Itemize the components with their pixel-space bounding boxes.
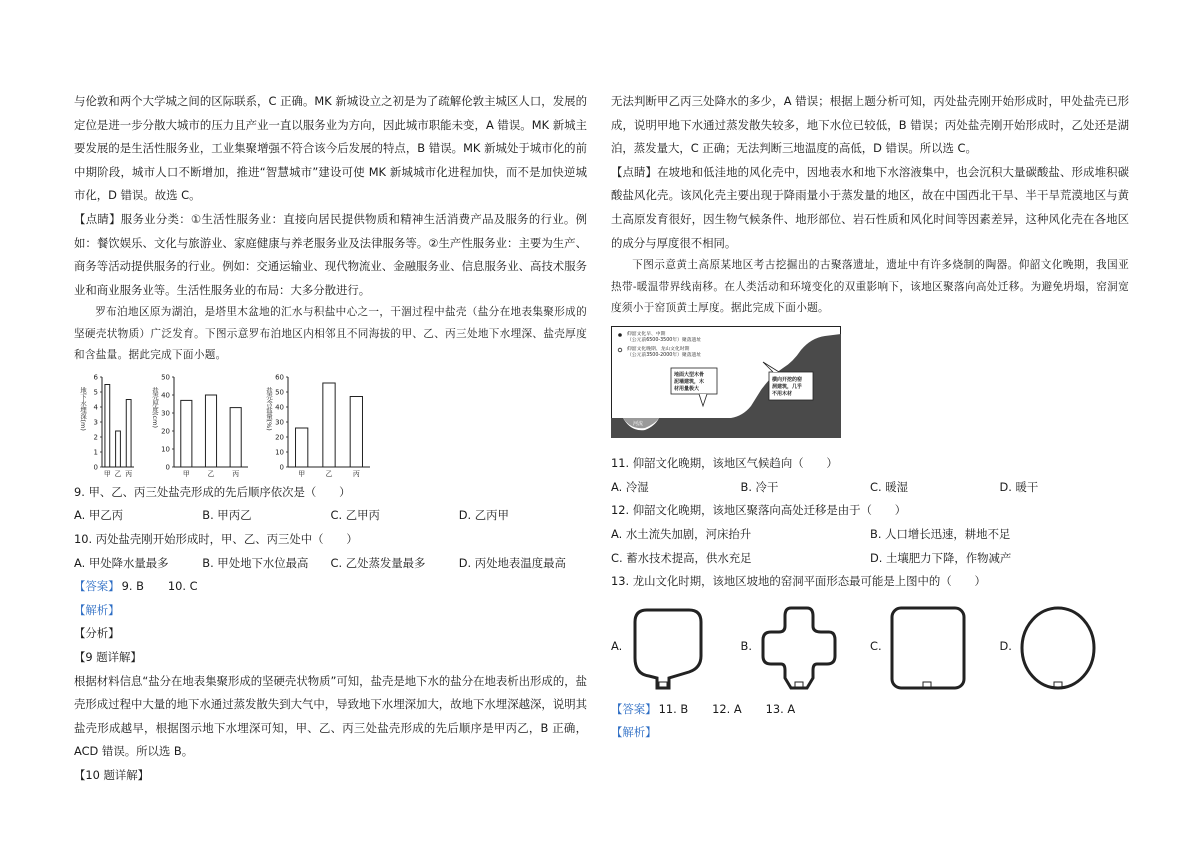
option-a: A. 冷湿 xyxy=(611,479,649,494)
x-tick-label: 丙 xyxy=(125,469,133,478)
legend-1-range: （公元前6500-3500年）聚落遗址 xyxy=(627,337,702,343)
shape-a-label: A. xyxy=(611,639,623,654)
salt-content-chart xyxy=(260,371,372,479)
option-c: C. 乙甲丙 xyxy=(330,508,380,523)
shape-option-a xyxy=(611,600,741,694)
option-a: A. 甲乙丙 xyxy=(74,508,124,523)
option-c: C. 蓄水技术提高，供水充足 xyxy=(611,550,752,565)
y-tick-label: 0 xyxy=(93,463,98,472)
site-marker xyxy=(718,413,721,416)
option-c: C. 乙处蒸发量最多 xyxy=(330,555,426,570)
answer-11: 11. B xyxy=(658,701,689,716)
y-tick-label: 2 xyxy=(93,433,98,442)
y-tick-label: 40 xyxy=(275,403,284,412)
y-tick-label: 0 xyxy=(165,463,170,472)
option-c: C. 暖湿 xyxy=(870,479,908,494)
question-12-options-row-2 xyxy=(611,547,1129,571)
y-tick-label: 30 xyxy=(275,418,284,427)
bar xyxy=(181,400,192,467)
answer-paragraph: 与伦敦和两个大学城之间的区际联系，C 正确。MK 新城设立之初是为了疏解伦敦主城区人口，发展的定位是进一步分散大城市的压力且产业一直以服务业为方向，因此城市职能未变，A 错误。MK 新城主要发展的是生活性服务业，工业集聚增强不符合该今后发展的特点，B 错误。MK 新城处于城市化的前中期阶段，城市人口不断增加，推进“智慧城市”建设可使 MK 新城城市化进程加快，而不是加快逆城市化，D 错误。故选 C。 xyxy=(74,94,587,203)
note-tag: 【点睛】 xyxy=(74,211,121,226)
bar xyxy=(205,395,216,467)
option-d: D. 丙处地表温度最高 xyxy=(458,555,566,570)
x-tick-label: 乙 xyxy=(325,469,333,478)
option-d: D. 土壤肥力下降，作物减产 xyxy=(870,550,1012,565)
shape-option-c xyxy=(870,600,1000,694)
question-material: 罗布泊地区原为湖泊，是塔里木盆地的汇水与积盐中心之一，干涸过程中盐壳（盐分在地表集聚形成的坚硬壳状物质）广泛发育。下图示意罗布泊地区内相邻且不同海拔的甲、乙、丙三处地下水埋深、盐壳厚度和含盐量。据此完成下面小题。 xyxy=(74,306,587,362)
answer-10: 10. C xyxy=(167,579,198,594)
option-a: A. 甲处降水量最多 xyxy=(74,555,169,570)
y-tick-label: 20 xyxy=(275,433,284,442)
left-column xyxy=(74,90,587,788)
note-paragraph xyxy=(611,161,1129,255)
right-column xyxy=(611,90,1129,745)
question-12: 12. 仰韶文化晚期，该地区聚落向高处迁移是由于（ ） xyxy=(611,503,907,518)
shape-option-b xyxy=(741,600,871,694)
bar xyxy=(230,407,241,466)
question-10-options xyxy=(74,552,587,576)
question-material: 下图示意黄土高原某地区考古挖掘出的古聚落遗址，遗址中有许多烧制的陶器。仰韶文化晚期，我国亚热带-暖温带界线南移。在人类活动和环境变化的双重影响下，该地区聚落向高处迁移。为避免坍塌，窑洞宽度须小于窑顶黄土厚度。据此完成下面小题。 xyxy=(611,259,1129,315)
question-11-options xyxy=(611,476,1129,500)
bar xyxy=(126,399,131,467)
y-axis-label: 盐壳含盐量(%) xyxy=(265,386,273,431)
shape-b-figure xyxy=(757,602,841,692)
y-axis-label: 盐壳厚度(cm) xyxy=(151,386,159,428)
option-d: D. 暖干 xyxy=(999,479,1039,494)
note-text: 服务业分类：①生活性服务业：直接向居民提供物质和精神生活消费产品及服务的行业。例如：餐饮娱乐、文化与旅游业、家庭健康与养老服务业及法律服务等。②生产性服务业：主要为生产、商务等活动提供服务的行业。例如：交通运输业、现代物流业、金融服务业、信息服务业、高技术服务业和商业服务业等。生活性服务业的布局：大多分散进行。 xyxy=(74,211,587,297)
site-marker xyxy=(710,413,713,416)
answer-13: 13. A xyxy=(765,701,796,716)
option-b: B. 人口增长迅速，耕地不足 xyxy=(870,527,1011,542)
x-tick-label: 乙 xyxy=(114,469,122,478)
y-tick-label: 0 xyxy=(279,463,284,472)
x-tick-label: 丙 xyxy=(352,469,360,478)
crust-thickness-chart xyxy=(146,371,250,479)
shape-c-figure xyxy=(886,602,970,692)
y-tick-label: 40 xyxy=(161,391,170,400)
option-b: B. 冷干 xyxy=(740,479,779,494)
answer-12: 12. A xyxy=(712,701,742,716)
shape-b-label: B. xyxy=(740,639,752,654)
option-b: B. 甲丙乙 xyxy=(202,508,252,523)
fenxi-heading: 【分析】 xyxy=(74,626,120,641)
shape-c-label: C. xyxy=(870,639,882,654)
y-tick-label: 10 xyxy=(161,445,170,454)
answer-paragraph: 无法判断甲乙丙三处降水的多少，A 错误；根据上题分析可知，丙处盐壳刚开始形成时，甲处盐壳已形成，说明甲地下水通过蒸发散失较多，地下水位已较低，B 错误；丙处盐壳刚开始形成时，乙处还是湖泊，蒸发量大，C 正确；无法判断三地温度的高低，D 错误。所以选 C。 xyxy=(611,94,1129,156)
river-label: 河流 xyxy=(633,420,644,427)
question-12-options-row-1 xyxy=(611,523,1129,547)
shape-d-label: D. xyxy=(999,639,1012,654)
question-10: 10. 丙处盐壳刚开始形成时，甲、乙、丙三处中（ ） xyxy=(74,532,358,547)
bar-charts xyxy=(74,371,587,479)
y-tick-label: 50 xyxy=(161,373,170,382)
q10-detail-heading: 【10 题详解】 xyxy=(74,767,150,782)
shape-d-figure xyxy=(1016,602,1100,692)
x-tick-label: 甲 xyxy=(103,469,111,478)
x-tick-label: 甲 xyxy=(182,469,190,478)
callout-2-line-2: 洞建筑，几乎 xyxy=(772,383,803,390)
y-tick-label: 1 xyxy=(93,448,98,457)
x-tick-label: 丙 xyxy=(232,469,240,478)
q9-detail-heading: 【9 题详解】 xyxy=(74,650,142,664)
legend-2-range: （公元前3500-2000年）聚落遗址 xyxy=(627,352,702,358)
callout-1-line-3: 材用量极大 xyxy=(674,385,700,392)
y-tick-label: 50 xyxy=(275,388,284,397)
note-text: 在坡地和低洼地的风化壳中，因地表水和地下水溶液集中，也会沉积大量碳酸盐、形成堆积碳酸盐风化壳。该风化壳主要出现于降雨量小于蒸发量的地区，故在中国西北干旱、半干旱荒漠地区与黄土高原发育很好，因生物气候条件、地形部位、岩石性质和风化时间等因素差异，这种风化壳在各地区的成分与厚度很不相同。 xyxy=(611,164,1129,250)
answer-9: 9. B xyxy=(121,579,144,594)
cave-shape-options xyxy=(611,600,1129,694)
bar xyxy=(116,431,121,467)
question-13: 13. 龙山文化时期，该地区坡地的窑洞平面形态最可能是上图中的（ ） xyxy=(611,574,986,589)
callout-2-line-3: 不用木材 xyxy=(772,390,793,397)
answer-tag: 【答案】 xyxy=(611,701,657,716)
callout-1-line-2: 泥墙建筑，木 xyxy=(674,378,705,385)
y-tick-label: 10 xyxy=(275,448,284,457)
y-tick-label: 4 xyxy=(93,403,98,412)
y-tick-label: 30 xyxy=(161,409,170,418)
option-d: D. 乙丙甲 xyxy=(458,508,509,523)
y-tick-label: 60 xyxy=(275,373,284,382)
bar xyxy=(105,384,110,467)
bar xyxy=(350,396,362,467)
note-paragraph xyxy=(74,208,587,302)
x-tick-label: 乙 xyxy=(207,469,215,478)
q9-detail-text: 根据材料信息“盐分在地表集聚形成的坚硬壳状物质”可知，盐壳是地下水的盐分在地表析出形成的，盐壳形成过程中大量的地下水通过蒸发散失到大气中，导致地下水埋深加大，故地下水埋深越深，说明其盐壳形成越早，根据图示地下水埋深可知，甲、乙、丙三处盐壳形成的先后顺序是甲丙乙，B 正确，ACD 错误。所以选 B。 xyxy=(74,673,587,759)
y-tick-label: 5 xyxy=(93,388,98,397)
callout-2-line-1: 横向开挖的窑 xyxy=(772,376,803,383)
analysis-heading: 【解析】 xyxy=(611,725,657,740)
y-axis-label: 地下水埋深(m) xyxy=(79,386,87,431)
answer-line xyxy=(74,575,587,599)
option-b: B. 甲处地下水位最高 xyxy=(202,555,309,570)
answer-line xyxy=(611,698,1129,722)
answer-tag: 【答案】 xyxy=(74,579,120,594)
note-tag: 【点睛】 xyxy=(611,164,658,179)
bar xyxy=(323,383,335,467)
question-9: 9. 甲、乙、丙三处盐壳形成的先后顺序依次是（ ） xyxy=(74,484,351,499)
bar xyxy=(296,428,308,467)
legend-marker-1 xyxy=(618,333,622,337)
shape-a-figure xyxy=(627,602,711,692)
y-tick-label: 20 xyxy=(161,427,170,436)
option-a: A. 水土流失加剧，河床抬升 xyxy=(611,527,752,542)
y-tick-label: 6 xyxy=(93,373,98,382)
settlement-diagram xyxy=(611,326,841,438)
analysis-heading: 【解析】 xyxy=(74,602,120,617)
y-tick-label: 3 xyxy=(93,418,98,427)
callout-1-line-1: 地面大型木骨 xyxy=(674,371,705,378)
groundwater-depth-chart xyxy=(74,371,136,479)
x-tick-label: 甲 xyxy=(298,469,306,478)
question-9-options xyxy=(74,504,587,528)
site-marker xyxy=(726,413,729,416)
question-11: 11. 仰韶文化晚期，该地区气候趋向（ ） xyxy=(611,456,838,471)
site-marker xyxy=(758,384,761,387)
legend-1-title: 仰韶文化早、中期 xyxy=(627,331,666,337)
shape-option-d xyxy=(1000,600,1130,694)
legend-2-title: 仰韶文化晚期、龙山文化时期 xyxy=(627,346,690,352)
